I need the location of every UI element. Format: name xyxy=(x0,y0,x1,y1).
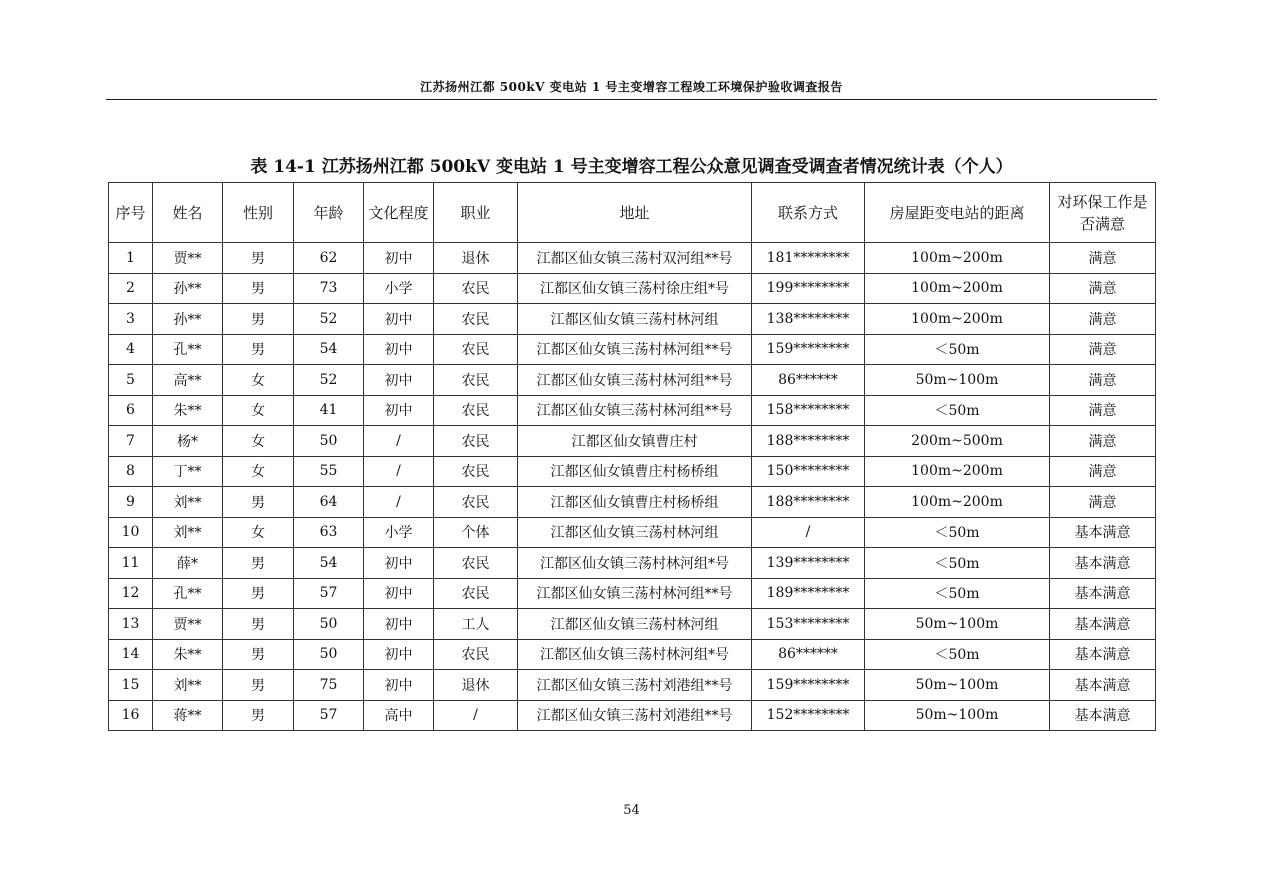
cell-name: 孔** xyxy=(153,334,223,365)
cell-education: / xyxy=(364,456,434,487)
cell-age: 52 xyxy=(294,365,364,396)
cell-satisfaction: 基本满意 xyxy=(1050,578,1156,609)
cell-age: 41 xyxy=(294,395,364,426)
cell-satisfaction: 满意 xyxy=(1050,273,1156,304)
cell-education: 初中 xyxy=(364,395,434,426)
cell-occupation: 农民 xyxy=(434,304,518,335)
cell-distance: ＜50m xyxy=(865,334,1050,365)
cell-contact: 188******** xyxy=(752,487,865,518)
cell-contact: 139******** xyxy=(752,548,865,579)
cell-name: 贾** xyxy=(153,243,223,274)
column-header-distance: 房屋距变电站的距离 xyxy=(865,183,1050,243)
header-rule xyxy=(106,99,1157,100)
cell-contact: 159******** xyxy=(752,670,865,701)
cell-address: 江都区仙女镇三荡村林河组**号 xyxy=(518,578,752,609)
cell-address: 江都区仙女镇三荡村林河组*号 xyxy=(518,548,752,579)
cell-satisfaction: 满意 xyxy=(1050,243,1156,274)
cell-address: 江都区仙女镇三荡村林河组 xyxy=(518,609,752,640)
cell-seq: 10 xyxy=(109,517,153,548)
cell-education: 高中 xyxy=(364,700,434,731)
cell-address: 江都区仙女镇三荡村林河组**号 xyxy=(518,365,752,396)
cell-distance: 50m~100m xyxy=(865,670,1050,701)
cell-occupation: 农民 xyxy=(434,639,518,670)
cell-satisfaction: 基本满意 xyxy=(1050,548,1156,579)
cell-age: 75 xyxy=(294,670,364,701)
cell-address: 江都区仙女镇三荡村徐庄组*号 xyxy=(518,273,752,304)
cell-satisfaction: 满意 xyxy=(1050,304,1156,335)
cell-gender: 女 xyxy=(223,517,294,548)
table-row xyxy=(109,243,1156,274)
cell-contact: 138******** xyxy=(752,304,865,335)
cell-name: 孙** xyxy=(153,304,223,335)
cell-seq: 1 xyxy=(109,243,153,274)
cell-distance: 100m~200m xyxy=(865,456,1050,487)
cell-age: 57 xyxy=(294,700,364,731)
cell-seq: 12 xyxy=(109,578,153,609)
column-header-occupation: 职业 xyxy=(434,183,518,243)
table-row xyxy=(109,609,1156,640)
cell-gender: 男 xyxy=(223,548,294,579)
cell-education: 初中 xyxy=(364,578,434,609)
column-header-contact: 联系方式 xyxy=(752,183,865,243)
table-body xyxy=(109,243,1156,731)
cell-name: 朱** xyxy=(153,639,223,670)
cell-education: 初中 xyxy=(364,548,434,579)
table-row xyxy=(109,578,1156,609)
cell-age: 50 xyxy=(294,639,364,670)
column-header-age: 年龄 xyxy=(294,183,364,243)
cell-distance: 100m~200m xyxy=(865,487,1050,518)
cell-address: 江都区仙女镇三荡村林河组*号 xyxy=(518,639,752,670)
cell-contact: 152******** xyxy=(752,700,865,731)
cell-education: 初中 xyxy=(364,243,434,274)
cell-address: 江都区仙女镇三荡村林河组 xyxy=(518,304,752,335)
column-header-seq: 序号 xyxy=(109,183,153,243)
cell-gender: 男 xyxy=(223,578,294,609)
cell-gender: 女 xyxy=(223,456,294,487)
cell-occupation: 个体 xyxy=(434,517,518,548)
cell-occupation: 农民 xyxy=(434,395,518,426)
cell-contact: 150******** xyxy=(752,456,865,487)
table-row xyxy=(109,304,1156,335)
table-row xyxy=(109,700,1156,731)
cell-age: 64 xyxy=(294,487,364,518)
cell-satisfaction: 满意 xyxy=(1050,365,1156,396)
cell-distance: 100m~200m xyxy=(865,304,1050,335)
cell-gender: 男 xyxy=(223,334,294,365)
cell-education: / xyxy=(364,487,434,518)
cell-distance: ＜50m xyxy=(865,578,1050,609)
cell-contact: / xyxy=(752,517,865,548)
cell-satisfaction: 基本满意 xyxy=(1050,609,1156,640)
cell-distance: 100m~200m xyxy=(865,243,1050,274)
cell-name: 刘** xyxy=(153,487,223,518)
cell-satisfaction: 满意 xyxy=(1050,456,1156,487)
cell-satisfaction: 基本满意 xyxy=(1050,517,1156,548)
cell-name: 刘** xyxy=(153,670,223,701)
cell-satisfaction: 满意 xyxy=(1050,334,1156,365)
cell-name: 杨* xyxy=(153,426,223,457)
cell-seq: 2 xyxy=(109,273,153,304)
cell-satisfaction: 满意 xyxy=(1050,487,1156,518)
cell-occupation: 退休 xyxy=(434,243,518,274)
cell-education: 初中 xyxy=(364,304,434,335)
table-row xyxy=(109,395,1156,426)
cell-education: 初中 xyxy=(364,365,434,396)
cell-contact: 153******** xyxy=(752,609,865,640)
cell-contact: 181******** xyxy=(752,243,865,274)
cell-name: 丁** xyxy=(153,456,223,487)
table-row xyxy=(109,365,1156,396)
cell-distance: ＜50m xyxy=(865,517,1050,548)
table-row xyxy=(109,273,1156,304)
survey-table xyxy=(108,182,1156,731)
cell-age: 73 xyxy=(294,273,364,304)
cell-satisfaction: 满意 xyxy=(1050,395,1156,426)
cell-age: 57 xyxy=(294,578,364,609)
cell-occupation: 农民 xyxy=(434,456,518,487)
cell-address: 江都区仙女镇曹庄村 xyxy=(518,426,752,457)
cell-age: 54 xyxy=(294,548,364,579)
column-header-gender: 性别 xyxy=(223,183,294,243)
cell-seq: 16 xyxy=(109,700,153,731)
cell-address: 江都区仙女镇三荡村刘港组**号 xyxy=(518,700,752,731)
cell-education: / xyxy=(364,426,434,457)
cell-education: 小学 xyxy=(364,273,434,304)
cell-occupation: 农民 xyxy=(434,487,518,518)
cell-name: 贾** xyxy=(153,609,223,640)
cell-name: 蒋** xyxy=(153,700,223,731)
cell-distance: 50m~100m xyxy=(865,609,1050,640)
cell-seq: 7 xyxy=(109,426,153,457)
cell-occupation: 退休 xyxy=(434,670,518,701)
cell-distance: 50m~100m xyxy=(865,365,1050,396)
cell-age: 52 xyxy=(294,304,364,335)
table-row xyxy=(109,456,1156,487)
cell-seq: 9 xyxy=(109,487,153,518)
table-title: 表 14-1 江苏扬州江都 500kV 变电站 1 号主变增容工程公众意见调查受调查者情况统计表（个人） xyxy=(250,157,1013,177)
cell-gender: 男 xyxy=(223,273,294,304)
cell-address: 江都区仙女镇三荡村林河组**号 xyxy=(518,395,752,426)
cell-seq: 6 xyxy=(109,395,153,426)
cell-contact: 86****** xyxy=(752,639,865,670)
cell-seq: 4 xyxy=(109,334,153,365)
cell-education: 初中 xyxy=(364,334,434,365)
cell-age: 50 xyxy=(294,609,364,640)
cell-contact: 189******** xyxy=(752,578,865,609)
cell-seq: 5 xyxy=(109,365,153,396)
column-header-satisfaction: 对环保工作是否满意 xyxy=(1050,183,1156,243)
cell-distance: 50m~100m xyxy=(865,700,1050,731)
cell-gender: 女 xyxy=(223,426,294,457)
table-row xyxy=(109,548,1156,579)
cell-contact: 199******** xyxy=(752,273,865,304)
cell-education: 初中 xyxy=(364,670,434,701)
cell-address: 江都区仙女镇三荡村林河组**号 xyxy=(518,334,752,365)
cell-name: 孙** xyxy=(153,273,223,304)
cell-satisfaction: 基本满意 xyxy=(1050,700,1156,731)
cell-contact: 158******** xyxy=(752,395,865,426)
cell-seq: 11 xyxy=(109,548,153,579)
cell-seq: 8 xyxy=(109,456,153,487)
cell-education: 初中 xyxy=(364,609,434,640)
cell-distance: ＜50m xyxy=(865,395,1050,426)
cell-seq: 15 xyxy=(109,670,153,701)
table-row xyxy=(109,639,1156,670)
cell-gender: 男 xyxy=(223,487,294,518)
cell-distance: ＜50m xyxy=(865,639,1050,670)
cell-gender: 男 xyxy=(223,700,294,731)
cell-gender: 女 xyxy=(223,365,294,396)
cell-address: 江都区仙女镇三荡村刘港组**号 xyxy=(518,670,752,701)
cell-address: 江都区仙女镇曹庄村杨桥组 xyxy=(518,456,752,487)
cell-contact: 188******** xyxy=(752,426,865,457)
cell-education: 小学 xyxy=(364,517,434,548)
cell-seq: 13 xyxy=(109,609,153,640)
cell-age: 63 xyxy=(294,517,364,548)
table-row xyxy=(109,487,1156,518)
table-row xyxy=(109,426,1156,457)
cell-gender: 男 xyxy=(223,304,294,335)
cell-address: 江都区仙女镇曹庄村杨桥组 xyxy=(518,487,752,518)
cell-age: 54 xyxy=(294,334,364,365)
cell-age: 50 xyxy=(294,426,364,457)
running-header: 江苏扬州江都 500kV 变电站 1 号主变增容工程竣工环境保护验收调查报告 xyxy=(420,80,843,94)
cell-education: 初中 xyxy=(364,639,434,670)
cell-contact: 159******** xyxy=(752,334,865,365)
cell-satisfaction: 基本满意 xyxy=(1050,670,1156,701)
cell-gender: 男 xyxy=(223,609,294,640)
column-header-address: 地址 xyxy=(518,183,752,243)
cell-distance: 100m~200m xyxy=(865,273,1050,304)
page-number: 54 xyxy=(623,803,640,818)
cell-contact: 86****** xyxy=(752,365,865,396)
cell-occupation: 工人 xyxy=(434,609,518,640)
table-header-row xyxy=(109,183,1156,243)
cell-age: 62 xyxy=(294,243,364,274)
column-header-education: 文化程度 xyxy=(364,183,434,243)
table-row xyxy=(109,517,1156,548)
cell-name: 刘** xyxy=(153,517,223,548)
cell-occupation: 农民 xyxy=(434,426,518,457)
cell-name: 朱** xyxy=(153,395,223,426)
cell-address: 江都区仙女镇三荡村双河组**号 xyxy=(518,243,752,274)
cell-distance: ＜50m xyxy=(865,548,1050,579)
cell-satisfaction: 满意 xyxy=(1050,426,1156,457)
cell-name: 高** xyxy=(153,365,223,396)
cell-gender: 男 xyxy=(223,670,294,701)
cell-gender: 男 xyxy=(223,243,294,274)
table-row xyxy=(109,334,1156,365)
cell-age: 55 xyxy=(294,456,364,487)
column-header-name: 姓名 xyxy=(153,183,223,243)
cell-seq: 14 xyxy=(109,639,153,670)
cell-name: 孔** xyxy=(153,578,223,609)
cell-occupation: 农民 xyxy=(434,548,518,579)
cell-occupation: 农民 xyxy=(434,578,518,609)
cell-satisfaction: 基本满意 xyxy=(1050,639,1156,670)
table-row xyxy=(109,670,1156,701)
cell-address: 江都区仙女镇三荡村林河组 xyxy=(518,517,752,548)
cell-name: 薛* xyxy=(153,548,223,579)
cell-gender: 男 xyxy=(223,639,294,670)
cell-occupation: 农民 xyxy=(434,273,518,304)
cell-occupation: / xyxy=(434,700,518,731)
cell-occupation: 农民 xyxy=(434,334,518,365)
cell-occupation: 农民 xyxy=(434,365,518,396)
cell-distance: 200m~500m xyxy=(865,426,1050,457)
cell-seq: 3 xyxy=(109,304,153,335)
cell-gender: 女 xyxy=(223,395,294,426)
